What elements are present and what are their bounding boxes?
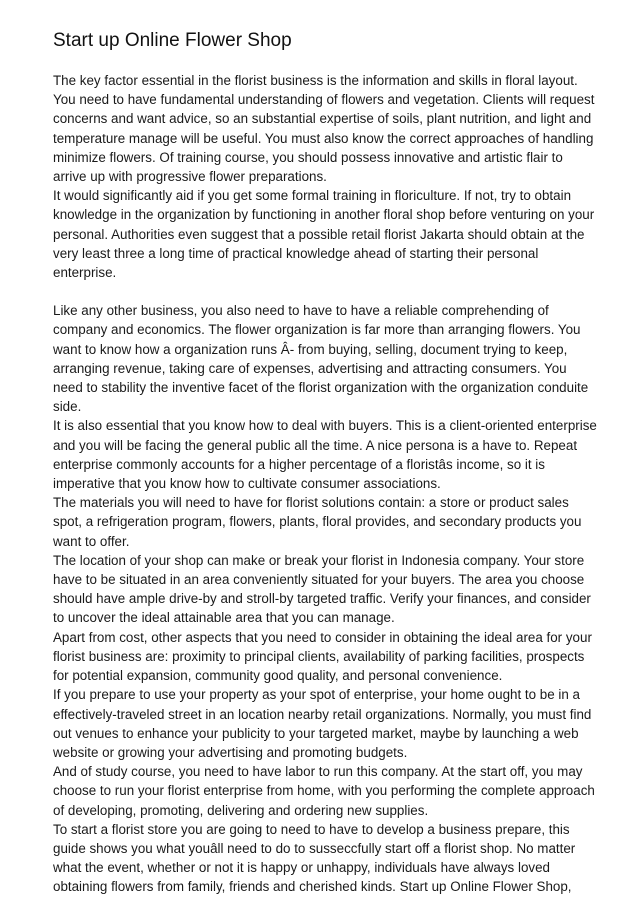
paragraph-formal-training: It would significantly aid if you get some formal training in floriculture. If not, try to obtain knowledge in the organization by functioning in another floral shop before venturing on your personal. Authorities even suggest that a possible retail florist Jakarta should obtain at the very least three a long time of practical knowledge ahead of starting their personal enterprise. [53, 188, 595, 281]
paragraph-business-plan: To start a florist store you are going to need to have to develop a business prepare, this guide shows you what youâll need to do to susseccfully start off a florist shop. No matter what the event, whether or not it is happy or unhappy, individuals have always loved obtaining flowers from family, friends and cherished kinds. Start up Online Flower Shop, [53, 821, 576, 895]
paragraph-spacer [53, 282, 598, 301]
paragraph-shop-location: The location of your shop can make or break your florist in Indonesia company. Your store have to be situated in an area conveniently situated for your buyers. The area you choose should have ample drive-by and stroll-by targeted traffic. Verify your finances, and consider to uncover the ideal attainable area that you can manage. [53, 552, 591, 626]
paragraph-labor: And of study course, you need to have labor to run this company. At the start off, you may choose to run your florist enterprise from home, with you performing the complete approach of developing, promoting, delivering and ordering new supplies. [53, 764, 595, 818]
paragraph-materials: The materials you will need to have for florist solutions contain: a store or product sales spot, a refrigeration program, flowers, plants, floral provides, and secondary products you want to offer. [53, 495, 582, 549]
paragraph-business-economics: Like any other business, you also need to have to have a reliable comprehending of company and economics. The flower organization is far more than arranging flowers. You want to know how a organization runs Â- from buying, selling, document trying to keep, arranging revenue, taking care of expenses, advertising and attracting consumers. You need to stability the inventive facet of the florist organization with the organization conduite side. [53, 303, 589, 415]
paragraph-home-based: If you prepare to use your property as your spot of enterprise, your home ought to be in a effectively-traveled street in an location nearby retail organizations. Normally, you must find out venues to enhance your publicity to your targeted market, maybe by launching a web website or growing your advertising and promoting budgets. [53, 687, 592, 760]
paragraph-area-factors: Apart from cost, other aspects that you need to consider in obtaining the ideal area for your florist business are: proximity to principal clients, availability of parking facilities, prospects for potential expansion, community good quality, and personal convenience. [53, 629, 592, 684]
page-title: Start up Online Flower Shop [53, 30, 292, 51]
paragraph-florist-skills: The key factor essential in the florist business is the information and skills in floral layout. You need to have fundamental understanding of flowers and vegetation. Clients will request concerns and want advice, so an substantial expertise of soils, plant nutrition, and light and temperature manage will be useful. You must also know the correct approaches of handling minimize flowers. Of training course, you should possess innovative and artistic flair to arrive up with progressive flower preparations. [53, 73, 595, 185]
paragraph-dealing-with-buyers: It is also essential that you know how to deal with buyers. This is a client-oriented enterprise and you will be facing the general public all the time. A nice persona is a have to. Repeat enterprise commonly accounts for a higher percentage of a floristâs income, so it is imperative that you know how to cultivate consumer associations. [53, 418, 597, 492]
document-page [53, 28, 598, 897]
